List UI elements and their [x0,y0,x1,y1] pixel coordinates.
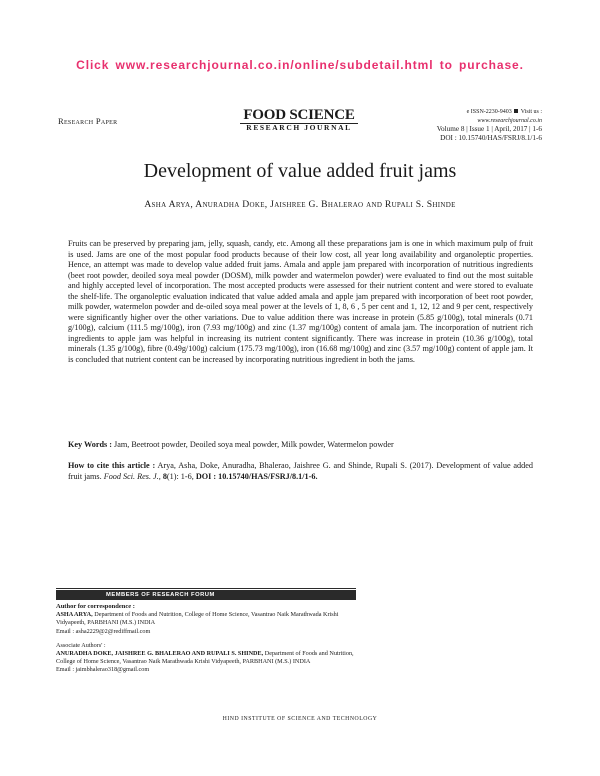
citation-label: How to cite this article : [68,461,156,470]
divider [56,588,356,589]
correspondence-email[interactable]: Email : asha2229@2@rediffmail.com [56,627,151,635]
correspondence-heading: Author for correspondence : [56,603,135,610]
keywords [68,440,533,451]
correspondence-affiliation: Department of Foods and Nutrition, College of Home Science, Vasantrao Naik Marathwada Krishi Vidyapeeth, PARBHANI (M.S.) INDIA [56,611,339,627]
publisher-footer: HIND INSTITUTE OF SCIENCE AND TECHNOLOGY [222,716,378,722]
associate-email[interactable]: Email : jaimbhalerao318@gmail.com [56,666,150,674]
doi-header: DOI : 10.15740/HAS/FSRJ/8.1/1-6 [440,134,542,142]
correspondence-block [56,603,356,675]
page-title: Development of value added fruit jams [143,160,457,182]
associate-names: ANURADHA DOKE, JAISHREE G. BHALERAO AND RUPALI S. SHINDE, [56,650,264,658]
issn: e ISSN-2230-9403 [466,109,512,115]
correspondence-name: ASHA ARYA, [56,611,93,619]
citation-journal: Food Sci. Res. J., [103,471,161,481]
keywords-label: Key Words : [68,440,112,449]
purchase-banner-link[interactable]: Click www.researchjournal.co.in/online/subdetail.html to purchase. [76,58,524,72]
research-forum-bar [56,590,356,600]
website-link[interactable]: www.researchjournal.co.in [477,117,542,124]
citation-doi[interactable]: DOI : 10.15740/HAS/FSRJ/8.1/1-6. [195,471,318,481]
journal-meta [382,108,542,143]
abstract: Fruits can be preserved by preparing jam, jelly, squash, candy, etc. Among all these preparations jam is one in which maximum pulp of fruit is used. Jams are one of the most popular food products because of their low cost, all year long availability and organoleptic properties. Hence, an attempt was made to develop value added fruit jams. Amala and apple jam prepared with incorporation of nutritious ingredients (beet root powder, deoiled soya meal powder (DOSM), milk powder and watermelon powder) were evaluated to find out the most suitable and highly accepted level of incorporation. The most accepted products were assessed for their nutrient content and were stored to evaluate the shelf-life. The organoleptic evaluation indicated that value added amala and apple jam prepared with incorporation of beet root powder, milk powder, watermelon powder and de-oiled soya meal power at the levels of 1, 8, 6 , 5 per cent and 1, 12, 12 and 9 per cent, respectively were significantly higher over the other variations. Due to value addition there was increase in protein (5.85 g/100g), total minerals (0.71 g/100g), calcium (111.5 mg/100g), iron (7.93 mg/100g) and zinc (1.37 mg/100g) content of amala jam. The incorporation of nutrient rich ingredients to apple jam was helpful in increasing its nutrient content significantly. There was increase in protein (10.36 g/100g), total minerals (1.35 g/100g), fibre (0.49g/100g) calcium (175.73 mg/100g), iron (16.68 mg/100g) and zinc (3.57 mg/100g) content of apple jam. It is concluded that nutrient content can be increased by incorporating nutritious ingredient in both the jams. [68,239,533,364]
journal-logo [240,108,358,132]
associate-heading: Associate Authors' : [56,641,106,649]
author-list: Asha Arya, Anuradha Doke, Jaishree G. Bhalerao and Rupali S. Shinde [144,199,456,210]
square-bullet-icon [514,109,518,113]
citation [68,461,533,482]
citation-issue: (1): 1-6, [166,471,194,481]
journal-logo-subtitle: RESEARCH JOURNAL [240,123,358,132]
research-forum-label: MEMBERS OF RESEARCH FORUM [106,592,215,598]
journal-logo-title: FOOD SCIENCE [243,107,355,123]
citation-text: Arya, Asha, Doke, Anuradha, Bhalerao, Jaishree G. and Shinde, Rupali S. (2017). Development of value added fruit jams. [68,461,533,481]
volume-info: Volume 8 | Issue 1 | April, 2017 | 1-6 [436,125,542,133]
visit-label: Visit us : [520,109,542,115]
keywords-text: Jam, Beetroot powder, Deoiled soya meal powder, Milk powder, Watermelon powder [114,440,394,449]
associate-affiliation: Department of Foods and Nutrition, College of Home Science, Vasantrao Naik Marathwada Krishi Vidyapeeth, PARBHANI (M.S.) INDIA [56,650,354,666]
paper-type-label: Research Paper [58,116,118,126]
citation-volume: 8 [162,471,167,481]
